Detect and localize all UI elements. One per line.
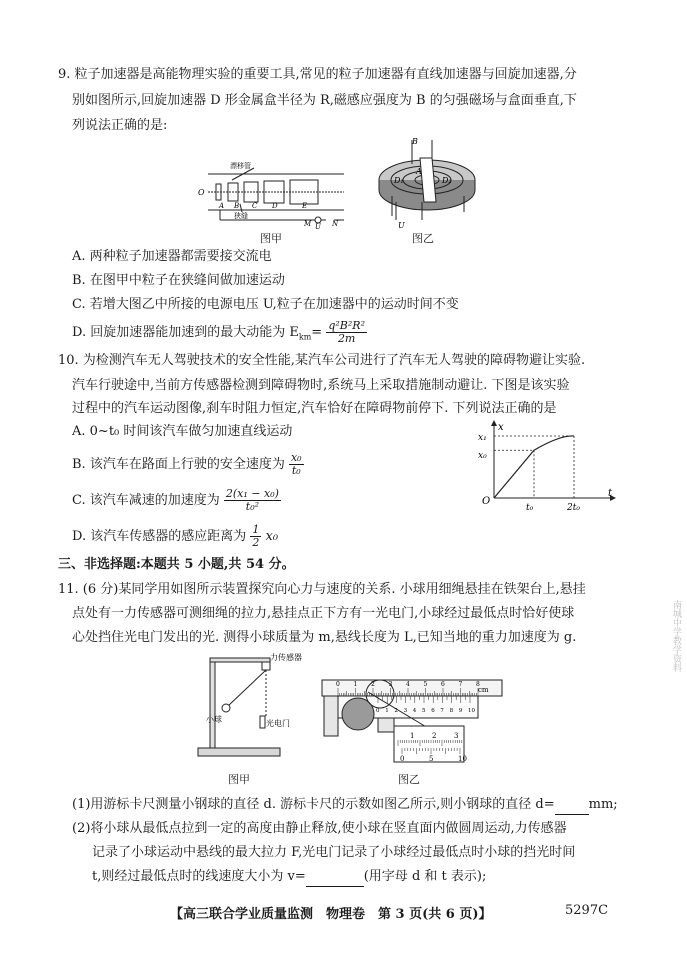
zoom-vernier-number: 10 [458, 755, 467, 763]
svg-text:U: U [315, 223, 321, 231]
svg-text:B: B [234, 202, 240, 210]
q10-option-d: D. 该汽车传感器的感应距离为 $\frac{1}{2}$ x₀ [72, 523, 279, 549]
force-sensor-label: 力传感器 [270, 653, 302, 662]
tick-x0: x₀ [478, 451, 487, 461]
main-scale-number: 1 [353, 681, 358, 688]
main-scale-number: 3 [388, 681, 393, 688]
svg-text:A: A [416, 167, 422, 176]
svg-text:U: U [398, 221, 405, 230]
svg-text:D₁: D₁ [394, 176, 404, 185]
fig9a-tube-label: 漂移管 [230, 162, 251, 170]
tick-x1: x₁ [478, 433, 487, 443]
q9-line-1: 9. 粒子加速器是高能物理实验的重要工具,常见的粒子加速器有直线加速器与回旋加速器,分 [58, 67, 577, 82]
ball-label: 小球 [206, 715, 222, 724]
q11-sub-2-line-2: 记录了小球运动中悬线的最大拉力 F,光电门记录了小球经过最低点时小球的挡光时间 [92, 845, 576, 860]
q9-line-3: 列说法正确的是: [72, 118, 168, 133]
svg-text:E: E [302, 202, 308, 210]
vernier-number: 1 [385, 708, 389, 714]
zoom-main-number: 2 [432, 732, 437, 740]
q9-option-d: D. 回旋加速器能加速到的最大动能为 $E_{km}=$ $\frac{\text{q²B²R²}}{2m}$ [72, 319, 365, 345]
q11-line-2: 点处有一力传感器可测细绳的拉力,悬挂点正下方有一光电门,小球经过最低点时恰好使球 [72, 606, 575, 621]
origin-label: O [482, 496, 491, 507]
q11-sub-1: (1)用游标卡尺测量小钢球的直径 d. 游标卡尺的示数如图乙所示,则小钢球的直径 d= mm; [72, 796, 618, 815]
main-scale-number: 2 [371, 681, 375, 688]
vernier-caliper-figure [318, 672, 506, 772]
linear-accelerator-figure [194, 150, 354, 232]
vernier-number: 2 [394, 708, 398, 714]
vernier-number: 8 [449, 708, 454, 714]
tick-t0: t₀ [526, 503, 534, 513]
q9-option-b: B. 在图甲中粒子在狭缝间做加速运动 [72, 273, 285, 288]
vernier-number: 5 [422, 708, 426, 714]
q11-line-3: 心处挡住光电门发出的光. 测得小球质量为 m,悬线长度为 L,已知当地的重力加速度为 g. [72, 630, 577, 645]
paper-code: 5297C [565, 903, 609, 918]
svg-text:B: B [412, 137, 418, 146]
svg-text:D: D [272, 202, 278, 210]
q10-option-b: B. 该汽车在路面上行驶的安全速度为 $\frac{\text{x₀}}{\text{t₀}}$ [72, 451, 302, 477]
q11-sub-2-line-1: (2)将小球从最低点拉到一定的高度由静止释放,使小球在竖直面内做圆周运动,力传感器 [72, 821, 567, 836]
main-scale-number: 4 [406, 681, 410, 688]
zoom-main-number: 1 [410, 732, 415, 740]
vernier-number: 9 [458, 708, 463, 714]
q11-fig-a-caption: 图甲 [228, 773, 250, 786]
q10-line-2: 汽车行驶途中,当前方传感器检测到障碍物时,系统马上采取措施制动避让. 下图是该实验 [72, 378, 570, 393]
q11-line-1: 11. (6 分)某同学用如图所示装置探究向心力与速度的关系. 小球用细绳悬挂在铁架台上,悬挂 [58, 582, 586, 597]
main-scale-number: 6 [441, 681, 445, 688]
svg-text:N: N [332, 220, 339, 228]
svg-text:A: A [219, 202, 225, 210]
answer-blank-d[interactable] [555, 796, 589, 815]
vernier-number: 7 [440, 708, 444, 714]
main-scale-number: 8 [476, 681, 480, 688]
q9-fig-a-caption: 图甲 [260, 232, 282, 245]
vernier-number: 4 [412, 708, 417, 714]
zoom-main-number: 3 [454, 732, 459, 740]
q9-line-2: 别如图所示,回旋加速器 D 形金属盒半径为 R,磁感应强度为 B 的匀强磁场与盒面垂直,下 [72, 93, 577, 108]
svg-text:C: C [252, 202, 258, 210]
q11-sub-2-line-3: t,则经过最低点时的线速度大小为 v= (用字母 d 和 t 表示); [92, 868, 486, 887]
svg-text:M: M [304, 220, 312, 228]
t-axis-label: t [608, 488, 613, 499]
zoom-vernier-number: 5 [429, 755, 434, 763]
side-watermark: 南城中学教学资料 [671, 600, 681, 672]
q10-line-1: 10. 为检测汽车无人驾驶技术的安全性能,某汽车公司进行了汽车无人驾驶的障碍物避让实验. [58, 353, 586, 368]
iron-stand-figure [190, 650, 302, 768]
main-scale-number: 0 [336, 681, 340, 688]
vernier-number: 10 [468, 708, 475, 714]
tick-2t0: 2t₀ [567, 503, 580, 513]
q10-option-a: A. 0~t₀ 时间该汽车做匀加速直线运动 [72, 424, 293, 439]
page-footer: 【高三联合学业质量监测 物理卷 第 3 页(共 6 页)】 [170, 907, 492, 922]
svg-text:cm: cm [478, 686, 489, 694]
section-3-heading: 三、非选择题:本题共 5 小题,共 54 分。 [58, 557, 295, 572]
cyclotron-figure [372, 136, 482, 230]
svg-text:D₂: D₂ [442, 176, 452, 185]
svg-text:O: O [198, 188, 205, 197]
main-scale-number: 7 [458, 681, 463, 688]
q10-option-c: C. 该汽车减速的加速度为 $\frac{\text{2(x₁ − x₀)}}{\text{t₀²}}$ [72, 487, 279, 513]
q9-option-a: A. 两种粒子加速器都需要接交流电 [72, 249, 272, 264]
answer-blank-v[interactable] [306, 868, 364, 887]
photogate-label: 光电门 [266, 719, 290, 728]
vernier-number: 3 [403, 708, 408, 714]
q11-fig-b-caption: 图乙 [398, 773, 420, 786]
vernier-number: 6 [431, 708, 435, 714]
x-axis-label: x [498, 422, 504, 433]
main-scale-number: 5 [423, 681, 428, 688]
q9-fig-b-caption: 图乙 [412, 232, 434, 245]
vernier-number: 0 [376, 708, 380, 714]
x-t-graph [470, 418, 620, 512]
y-axis-arrow [491, 420, 497, 426]
svg-text:狭缝: 狭缝 [234, 212, 248, 220]
zoom-vernier-number: 0 [400, 755, 405, 763]
q9-option-c: C. 若增大图乙中所接的电源电压 U,粒子在加速器中的运动时间不变 [72, 297, 459, 312]
q10-line-3: 过程中的汽车运动图像,刹车时阻力恒定,汽车恰好在障碍物前停下. 下列说法正确的是 [72, 401, 557, 416]
